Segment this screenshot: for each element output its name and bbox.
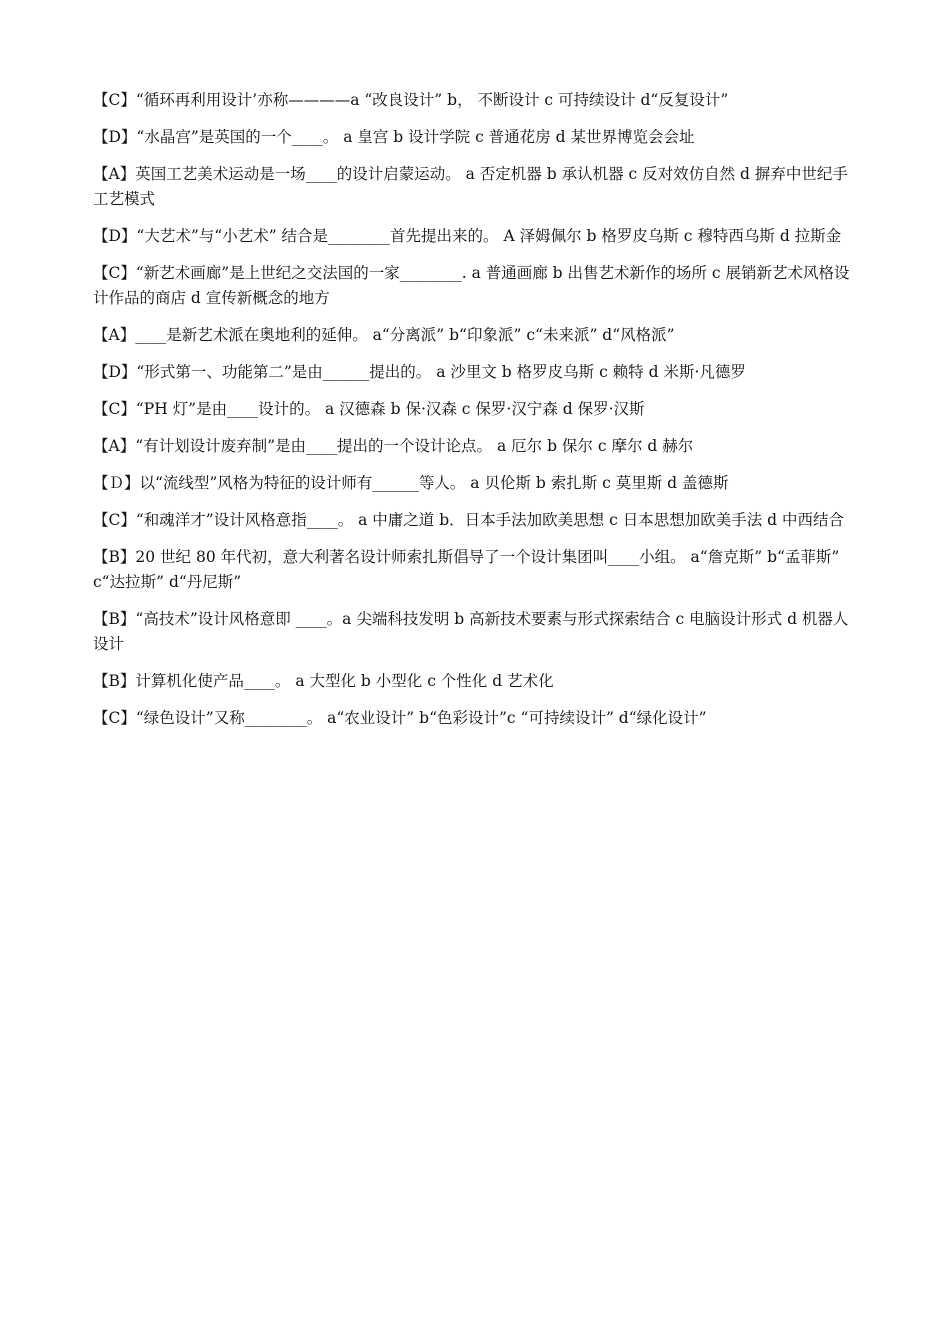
question-item: 【A】英国工艺美术运动是一场____的设计启蒙运动。 a 否定机器 b 承认机器 c 反对效仿自然 d 摒弃中世纪手工艺模式 [93, 165, 848, 208]
question-item: 【Ｄ】以“流线型”风格为特征的设计师有______等人。 a 贝伦斯 b 索扎斯 c 莫里斯 d 盖德斯 [93, 474, 729, 492]
question-item: 【C】“循环再利用设计’亦称————a “改良设计” b， 不断设计 c 可持续设计 d“反复设计” [93, 91, 729, 109]
question-item: 【A】____是新艺术派在奥地利的延伸。 a“分离派” b“印象派” c“未来派” d“风格派” [93, 326, 675, 344]
question-item: 【C】“和魂洋才”设计风格意指____。 a 中庸之道 b．日本手法加欧美思想 c 日本思想加欧美手法 d 中西结合 [93, 511, 844, 529]
question-item: 【C】“PH 灯”是由____设计的。 a 汉德森 b 保·汉森 c 保罗·汉宁森 d 保罗·汉斯 [93, 400, 645, 418]
question-item: 【D】“水晶宫”是英国的一个____。 a 皇宫 b 设计学院 c 普通花房 d 某世界博览会会址 [93, 128, 695, 146]
question-item: 【B】计算机化使产品____。 a 大型化 b 小型化 c 个性化 d 艺术化 [93, 672, 554, 690]
question-item: 【B】“高技术”设计风格意即 ____。a 尖端科技发明 b 高新技术要素与形式探索结合 c 电脑设计形式 d 机器人设计 [93, 610, 849, 653]
question-item: 【C】“新艺术画廊”是上世纪之交法国的一家________. a 普通画廊 b 出售艺术新作的场所 c 展销新艺术风格设计作品的商店 d 宣传新概念的地方 [93, 264, 850, 307]
question-list [93, 88, 863, 743]
question-item: 【D】“大艺术”与“小艺术” 结合是________首先提出来的。 A 泽姆佩尔 b 格罗皮乌斯 c 穆特西乌斯 d 拉斯金 [93, 227, 842, 245]
question-item: 【D】“形式第一、功能第二”是由______提出的。 a 沙里文 b 格罗皮乌斯 c 赖特 d 米斯·凡德罗 [93, 363, 746, 381]
question-item: 【A】“有计划设计废弃制”是由____提出的一个设计论点。 a 厄尔 b 保尔 c 摩尔 d 赫尔 [93, 437, 694, 455]
question-item: 【C】“绿色设计”又称________。 a“农业设计” b“色彩设计”c “可持续设计” d“绿化设计” [93, 709, 707, 727]
question-item: 【B】20 世纪 80 年代初，意大利著名设计师索扎斯倡导了一个设计集团叫____小组。 a“詹克斯” b“孟菲斯” c“达拉斯” d“丹尼斯” [93, 548, 845, 591]
